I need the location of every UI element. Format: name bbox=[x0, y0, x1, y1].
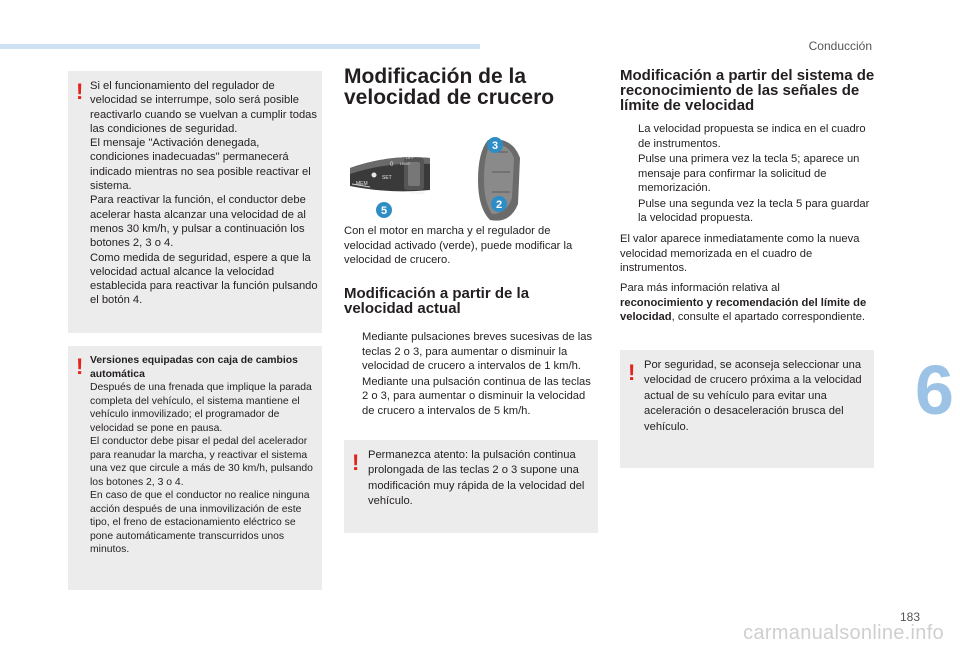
reference-text bbox=[620, 281, 876, 325]
warning-icon: ! bbox=[76, 354, 84, 379]
callout-5: 5 bbox=[380, 205, 388, 217]
warning-box-safety bbox=[620, 350, 874, 468]
paragraph: Para reactivar la función, el conductor debe acelerar hasta alcanzar una velocidad de al menos 30 km/h, y pulsar a continuación los botones 2, 3 o 4. bbox=[90, 194, 306, 250]
page-number: 183 bbox=[899, 610, 920, 624]
list-item-text: Pulse una primera vez la tecla 5; aparece un mensaje para confirmar la solicitud de memorización. bbox=[638, 153, 860, 194]
page-title: Modificación de la velocidad de crucero bbox=[344, 65, 555, 109]
subsection-title: Modificación a partir de la velocidad actual bbox=[344, 285, 530, 317]
section-heading: Modificación a partir del sistema de reconocimiento de las señales de límite de velocidad bbox=[620, 67, 875, 114]
reference-topic: reconocimiento y recomendación del límite de velocidad bbox=[620, 296, 867, 323]
result-text: El valor aparece inmediatamente como la nueva velocidad memorizada en el cuadro de instrumentos. bbox=[620, 233, 860, 274]
warning-icon: ! bbox=[352, 450, 360, 475]
cruise-control-lever-illustration bbox=[350, 128, 530, 238]
callout-3: 3 bbox=[491, 140, 499, 152]
list-item bbox=[620, 197, 876, 226]
warning-text bbox=[90, 354, 320, 557]
lever-label: LIMIT bbox=[400, 161, 411, 166]
list-item-text: Mediante una pulsación continua de las teclas 2 o 3, para aumentar o disminuir la velocidad de crucero a intervalos de 5 km/h. bbox=[362, 375, 591, 417]
warning-icon: ! bbox=[628, 360, 636, 385]
lever-label: SET bbox=[382, 175, 392, 181]
paragraph: En caso de que el conductor no realice ninguna acción después de una inmovilización de este tipo, el freno de estacionamiento eléctrico se pone automáticamente transcurridos unos minutos. bbox=[90, 490, 310, 555]
intro-text: Con el motor en marcha y el regulador de velocidad activado (verde), puede modificar la velocidad de crucero. bbox=[344, 225, 573, 266]
list-item bbox=[344, 330, 600, 374]
warning-text: Por seguridad, se aconseja seleccionar una velocidad de crucero próxima a la velocidad actual de su vehículo para evitar una aceleración o desaceleración brusca del vehículo. bbox=[644, 359, 862, 433]
warning-box-reactivation bbox=[68, 71, 322, 333]
warning-icon: ! bbox=[76, 79, 84, 104]
chapter-number: 6 bbox=[915, 351, 954, 429]
list-item-text: Mediante pulsaciones breves sucesivas de las teclas 2 o 3, para aumentar o disminuir la velocidad de crucero a intervalos de 1 km/h. bbox=[362, 331, 593, 372]
warning-text bbox=[90, 79, 318, 308]
lever-label: OFF bbox=[406, 155, 414, 160]
paragraph: Si el funcionamiento del regulador de velocidad se interrumpe, solo será posible reactivarlo cuando se vuelvan a cumplir todas las condiciones de seguridad. bbox=[90, 80, 317, 135]
paragraph: Después de una frenada que implique la parada completa del vehículo, el sistema mantiene el vehículo inmovilizado; el programador de velocidad se pone en pausa. bbox=[90, 382, 312, 434]
paragraph: Como medida de seguridad, espere a que la velocidad actual alcance la velocidad establecida para reactivar la función pulsando el botón 4. bbox=[90, 251, 318, 307]
bullet-list bbox=[344, 330, 600, 419]
lever-label: MEM bbox=[356, 181, 368, 187]
bullet-list bbox=[620, 122, 876, 227]
box-heading: Versiones equipadas con caja de cambios automática bbox=[90, 355, 298, 380]
callout-2: 2 bbox=[495, 199, 503, 211]
warning-box-automatic bbox=[68, 346, 322, 590]
paragraph: El conductor debe pisar el pedal del acelerador para reanudar la marcha, y reactivar el sistema una vez que circule a más de 30 km/h, pulsando los botones 2, 3 o 4. bbox=[90, 436, 313, 488]
warning-box-continuous-press bbox=[344, 440, 598, 533]
reference-tail: , consulte el apartado correspondiente. bbox=[671, 311, 866, 323]
lever-label: 0 bbox=[390, 162, 394, 168]
watermark: carmanualsonline.info bbox=[743, 622, 944, 644]
list-item bbox=[620, 152, 876, 196]
warning-text: Permanezca atento: la pulsación continua prolongada de las teclas 2 o 3 supone una modificación muy rápida de la velocidad del vehículo. bbox=[368, 449, 585, 508]
list-item bbox=[620, 122, 876, 151]
list-item-text: La velocidad propuesta se indica en el cuadro de instrumentos. bbox=[638, 123, 866, 150]
list-item-text: Pulse una segunda vez la tecla 5 para guardar la velocidad propuesta. bbox=[638, 197, 870, 224]
section-title: Conducción bbox=[808, 39, 872, 53]
header-accent-bar bbox=[0, 44, 480, 49]
chapter-tab bbox=[905, 345, 960, 435]
lever-label: CRUISE bbox=[410, 190, 426, 195]
list-item bbox=[344, 375, 600, 419]
paragraph: El mensaje "Activación denegada, condiciones inadecuadas" permanecerá indicado mientras no sea posible reactivar el sistema. bbox=[90, 137, 311, 193]
reference-lead: Para más información relativa al bbox=[620, 282, 780, 294]
